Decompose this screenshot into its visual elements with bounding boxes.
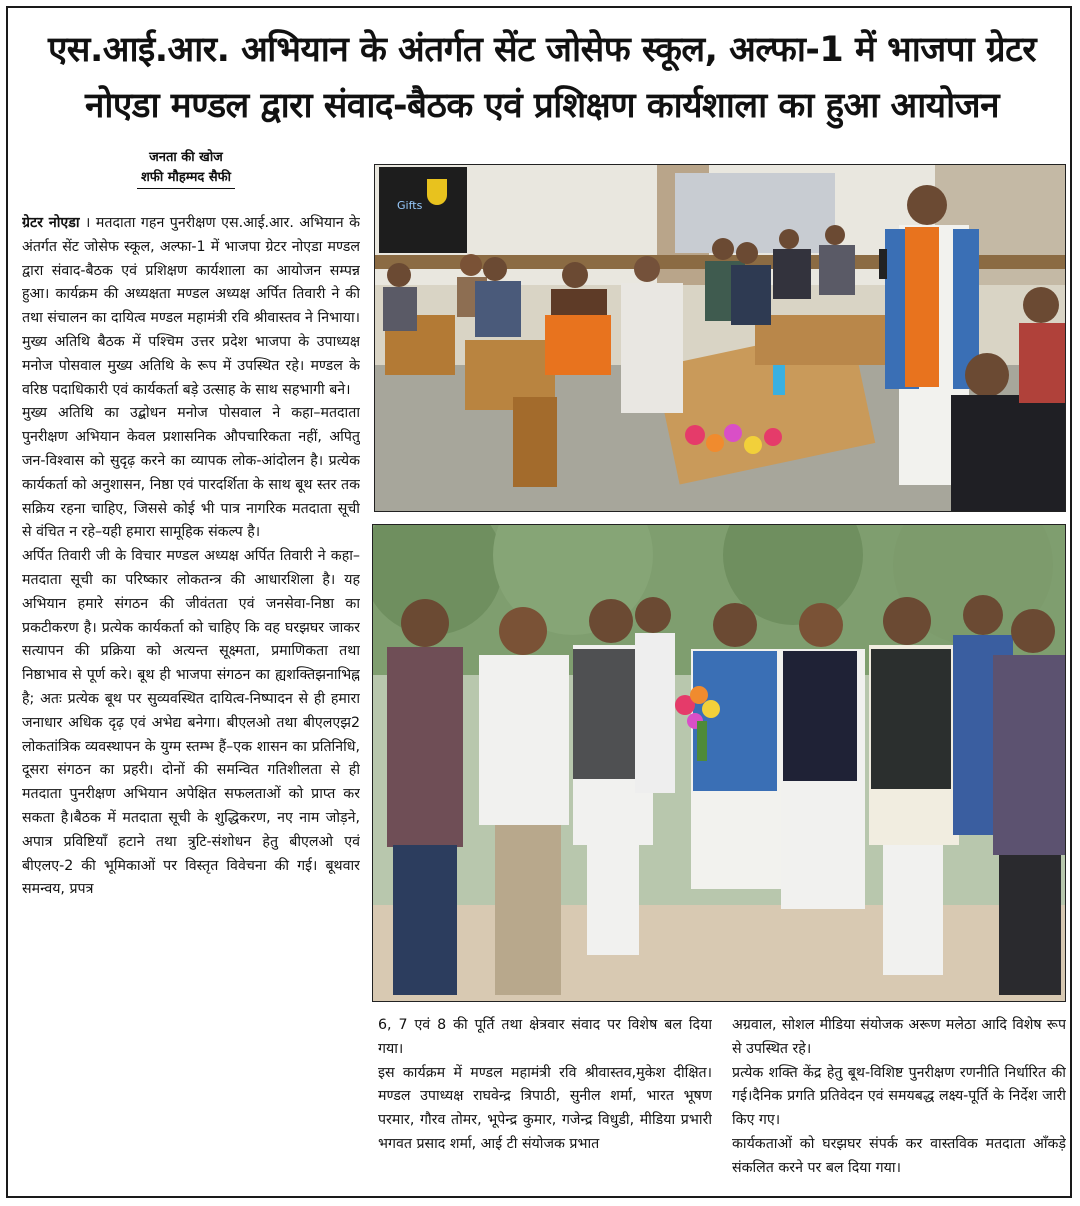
group-photo-illustration: [373, 525, 1066, 1002]
article-column-left: [22, 212, 360, 1198]
meeting-photo-illustration: [375, 165, 1066, 512]
headline-line-2: नोएडा मण्डल द्वारा संवाद-बैठक एवं प्रशिक्षण कार्यशाला का हुआ आयोजन: [84, 86, 1000, 126]
middle-paragraph-1: 6, 7 एवं 8 की पूर्ति तथा क्षेत्रवार संवाद पर विशेष बल दिया गया।: [378, 1017, 712, 1057]
classroom-sign-text: Gifts: [397, 199, 423, 212]
byline-source: जनता की खोज: [149, 150, 223, 165]
byline-author: शफी मौहम्मद सैफी: [137, 168, 235, 189]
byline: [104, 148, 268, 189]
article-paragraph-3: अर्पित तिवारी जी के विचार मण्डल अध्यक्ष अर्पित तिवारी ने कहा–मतदाता सूची का परिष्कार लोकतन्त्र की आधारशिला है। यह अभियान हमारे संगठन की जीवंतता एवं जनसेवा-निष्ठा का प्रकटीकरण है। प्रत्येक कार्यकर्ता को चाहिए कि वह घरझघर जाकर सत्यापन की प्रक्रिया को अत्यन्त सूक्ष्मता, प्रमाणिकता तथा निष्ठाभाव से पूर्ण करे। बूथ ही भाजपा संगठन का ह्यशक्तिझनाभिह्न है; अतः प्रत्येक बूथ पर सुव्यवस्थित दायित्व-निष्पादन से ही हमारा जनाधार अधिक दृढ़ एवं अभेद्य बनेगा। बीएलओ तथा बीएलएझ2 लोकतांत्रिक व्यवस्थापन के युग्म स्तम्भ हैं–एक शासन का प्रतिनिधि, दूसरा संगठन का प्रहरी। दोनों की समन्वित गतिशीलता से ही मतदाता पुनरीक्षण अभियान अपेक्षित सफलताओं को प्राप्त कर सकता है।बैठक में मतदाता सूची के शुद्धिकरण, नए नाम जोड़ने, अपात्र प्रविष्टियाँ हटाने तथा त्रुटि-संशोधन हेतु बीएलओ एवं बीएलए-2 की भूमिकाओं पर विस्तृत विवेचना की गई। बूथवार समन्वय, प्रपत्र: [22, 548, 360, 898]
meeting-photo: [374, 164, 1066, 512]
article-paragraph-1: [22, 212, 360, 402]
article-column-middle: [378, 1014, 712, 1196]
article-column-right: [732, 1014, 1066, 1196]
headline: [22, 22, 1062, 134]
right-paragraph-3: कार्यकताओं को घरझघर संपर्क कर वास्तविक मतदाता आँकड़े संकलित करने पर बल दिया गया।: [732, 1135, 1066, 1176]
newspaper-clipping: [6, 6, 1072, 1198]
middle-paragraph-2: इस कार्यक्रम में मण्डल महामंत्री रवि श्रीवास्तव,मुकेश दीक्षित। मण्डल उपाध्यक्ष राघवेन्द्र त्रिपाठी, सुनील शर्मा, भारत भूषण परमार, गौरव तोमर, भूपेन्द्र कुमार, गजेन्द्र विधुडी, मीडिया प्रभारी भगवत प्रसाद शर्मा, आई टी संयोजक प्रभात: [378, 1064, 712, 1152]
dateline: ग्रेटर नोएडा: [22, 215, 80, 231]
headline-line-1: एस.आई.आर. अभियान के अंतर्गत सेंट जोसेफ स्कूल, अल्फा-1 में भाजपा ग्रेटर: [47, 30, 1037, 70]
group-photo: [372, 524, 1066, 1002]
right-paragraph-2: प्रत्येक शक्ति केंद्र हेतु बूथ-विशिष्ट पुनरीक्षण रणनीति निर्धारित की गई।दैनिक प्रगति प्रतिवेदन एवं समयबद्ध लक्ष्य-पूर्ति के निर्देश जारी किए गए।: [732, 1064, 1066, 1129]
article-paragraph-2: मुख्य अतिथि का उद्बोधन मनोज पोसवाल ने कहा–मतदाता पुनरीक्षण अभियान केवल प्रशासनिक औपचारिकता नहीं, अपितु जन-विश्वास को सुदृढ़ करने का व्यापक लोक-आंदोलन है। प्रत्येक कार्यकर्ता को अनुशासन, निष्ठा एवं पारदर्शिता के साथ बूथ स्तर तक सक्रिय रहना चाहिए, जिससे कोई भी पात्र नागरिक मतदाता सूची से वंचित न रहे–यही हमारा सामूहिक संकल्प है।: [22, 405, 360, 541]
right-paragraph-1: अग्रवाल, सोशल मीडिया संयोजक अरूण मलेठा आदि विशेष रूप से उपस्थित रहे।: [732, 1017, 1066, 1057]
paragraph-1-text: । मतदाता गहन पुनरीक्षण एस.आई.आर. अभियान के अंतर्गत सेंट जोसेफ स्कूल, अल्फा-1 में भाजपा ग्रेटर नोएडा मण्डल द्वारा संवाद-बैठक एवं प्रशिक्षण कार्यशाला का आयोजन सम्पन्न हुआ। कार्यक्रम की अध्यक्षता मण्डल अध्यक्ष अर्पित तिवारी ने की तथा संचालन का दायित्व मण्डल महामंत्री रवि श्रीवास्तव ने निभाया।मुख्य अतिथि बैठक में पश्चिम उत्तर प्रदेश भाजपा के उपाध्यक्ष मनोज पोसवाल मुख्य अतिथि के रूप में उपस्थित रहे। मण्डल के वरिष्ठ पदाधिकारी एवं कार्यकर्ता बड़े उत्साह के साथ सहभागी बने।: [22, 215, 360, 398]
